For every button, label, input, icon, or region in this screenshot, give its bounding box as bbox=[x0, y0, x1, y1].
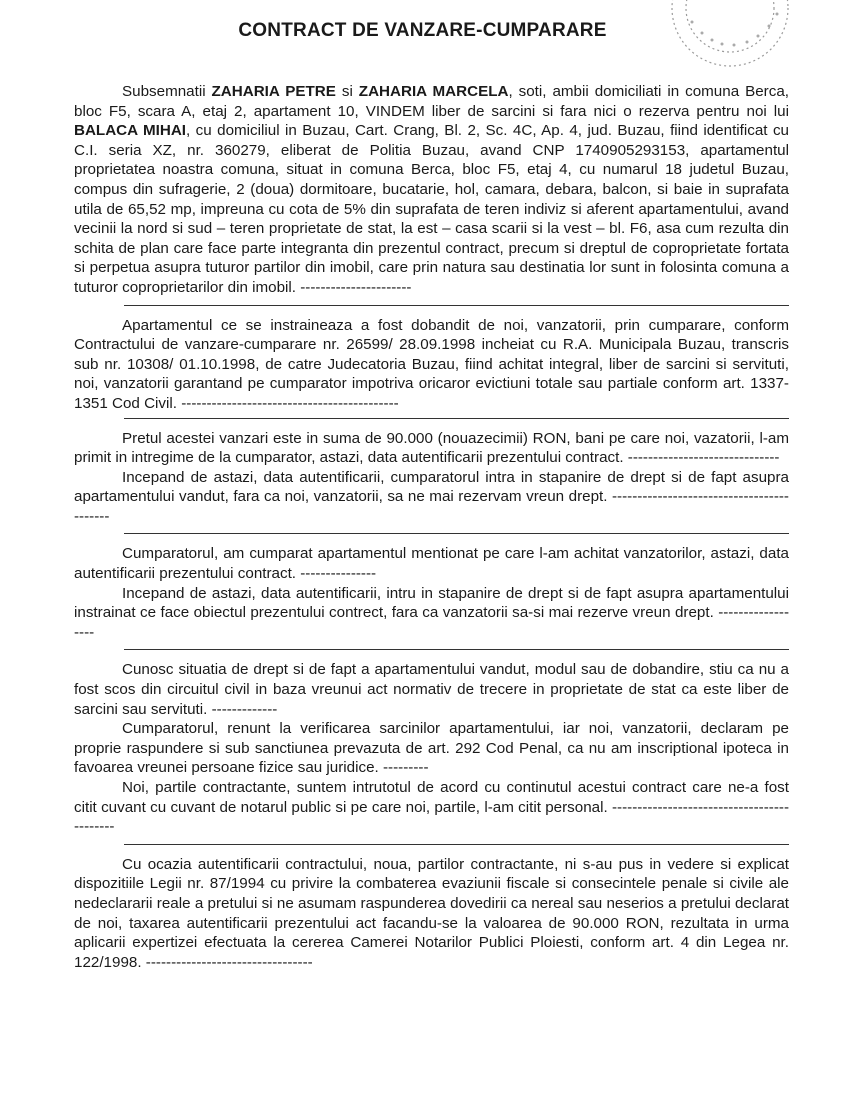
paragraph-possession-buyer: Incepand de astazi, data autentificarii, cumparatorul intra in stapanire de drept si de fapt asupra apartamentului vandut, fara ca noi, vanzatorii, sa ne mai rezervam vreun drept. ------------------------------------------ bbox=[74, 468, 789, 525]
paragraph-buyer-paid: Cumparatorul, am cumparat apartamentul mentionat pe care l-am achitat vanzatorilor, astazi, data autentificarii prezentului contract. --------------- bbox=[74, 545, 789, 583]
buyer-name: BALACA MIHAI bbox=[74, 122, 187, 140]
contract-body bbox=[74, 82, 789, 979]
paragraph-legal-status: Cunosc situatia de drept si de fapt a apartamentului vandut, modul sau de dobandire, stiu ca nu a fost scos din circuitul civil in baza vreunui act normativ de trecere in proprietate de stat ca este liber de sarcini sau servituti. ------------- bbox=[74, 661, 789, 718]
paragraph-buyer-possession: Incepand de astazi, data autentificarii, intru in stapanire de drept si de fapt asupra apartamentului instrainat ce face obiectul prezentului contrect, fara ca vanzatorii sa-si mai rezerve vreun drept. ------------------ bbox=[74, 584, 789, 641]
paragraph-fiscal: Cu ocazia autentificarii contractului, noua, partilor contractante, ni s-au pus in vedere si explicat dispozitiile Legii nr. 87/1994 cu privire la combaterea evaziunii fiscale si consecintele penale si civile ale nedeclararii reale a pretului si ne asumam raspunderea dovedirii ca nereal sau neserios a pretului declarat de noi, taxarea autentificarii prezentului act facandu-se la valoarea de 90.000 RON, rezultata in urma aplicarii expertizei efectuata la cererea Camerei Notarilor Publici Ploiesti, conform art. 4 din Legea nr. 122/1998. --------------------------------- bbox=[74, 855, 789, 971]
seller-name-2: ZAHARIA MARCELA bbox=[358, 83, 509, 100]
paragraph-acquisition: Apartamentul ce se instraineaza a fost dobandit de noi, vanzatorii, prin cumparare, conform Contractului de vanzare-cumparare nr. 26599/ 28.09.1998 incheiat cu R.A. Municipala Buzau, transcris sub nr. 10308/ 01.10.1998, de catre Judecatoria Buzau, fiind achitat integral, liber de sarcini si servituti, noi, vanzatorii garantand pe cumparator impotriva oricaror evictiuni totale sau partiale conform art. 1337-1351 Cod Civil. ------------------------------------------- bbox=[74, 316, 789, 412]
separator-line bbox=[124, 844, 789, 845]
paragraph-agreement: Noi, partile contractante, suntem intrutotul de acord cu continutul acestui contract care ne-a fost citit cuvant cu cuvant de notarul public si pe care noi, partile, l-am citit personal. ------------------------------------------- bbox=[74, 779, 789, 836]
paragraph-parties: Subsemnatii ZAHARIA PETRE si ZAHARIA MARCELA, soti, ambii domiciliati in comuna Berca, bloc F5, scara A, etaj 2, apartament 10, VINDEM liber de sarcini si fara nici o rezerva pentru noi lui BALACA MIHAI, cu domiciliul in Buzau, Cart. Crang, Bl. 2, Sc. 4C, Ap. 4, jud. Buzau, fiind identificat cu C.I. seria XZ, nr. 360279, eliberat de Politia Buzau, avand CNP 1740905293153, apartamentul proprietatea noastra comuna, situat in comuna Berca, bloc F5, etaj 4, cu numarul 18 judetul Buzau, compus din sufragerie, 2 (doua) dormitoare, bucatarie, hol, camara, debara, balcon, si baie in suprafata utila de 65,52 mp, impreuna cu cota de 5% din suprafata de teren indiviz si aferent apartamentului, avand vecinii la nord si sud – teren proprietate de stat, la est – casa scarii si la vest – bl. F6, asa cum rezulta din schita de plan care face parte integranta din prezentul contract, precum si dreptul de coproprietate fortata si perpetua asupra tuturor partilor din imobil, care prin natura sau destinatia lor sunt in folosinta comuna a tuturor coproprietarilor din imobil. ---------------------- bbox=[74, 83, 789, 296]
separator-line bbox=[124, 649, 789, 650]
separator-line bbox=[124, 305, 789, 306]
paragraph-price: Pretul acestei vanzari este in suma de 90.000 (nouazecimii) RON, bani pe care noi, vazatorii, l-am primit in intregime de la cumparator, astazi, data autentificarii prezentului contract. ------------------------------ bbox=[74, 429, 789, 467]
notary-stamp-icon bbox=[652, 0, 802, 88]
separator-line bbox=[124, 533, 789, 534]
paragraph-waiver: Cumparatorul, renunt la verificarea sarcinilor apartamentului, iar noi, vanzatorii, declaram pe proprie raspundere si sub sanctiunea prevazuta de art. 292 Cod Penal, ca nu am inscriptional ipoteca in favoarea vreunei persoane fizice sau juridice. --------- bbox=[74, 720, 789, 777]
page-title: CONTRACT DE VANZARE-CUMPARARE bbox=[238, 20, 607, 41]
seller-name-1: ZAHARIA PETRE bbox=[211, 83, 336, 100]
separator-line bbox=[124, 418, 789, 419]
